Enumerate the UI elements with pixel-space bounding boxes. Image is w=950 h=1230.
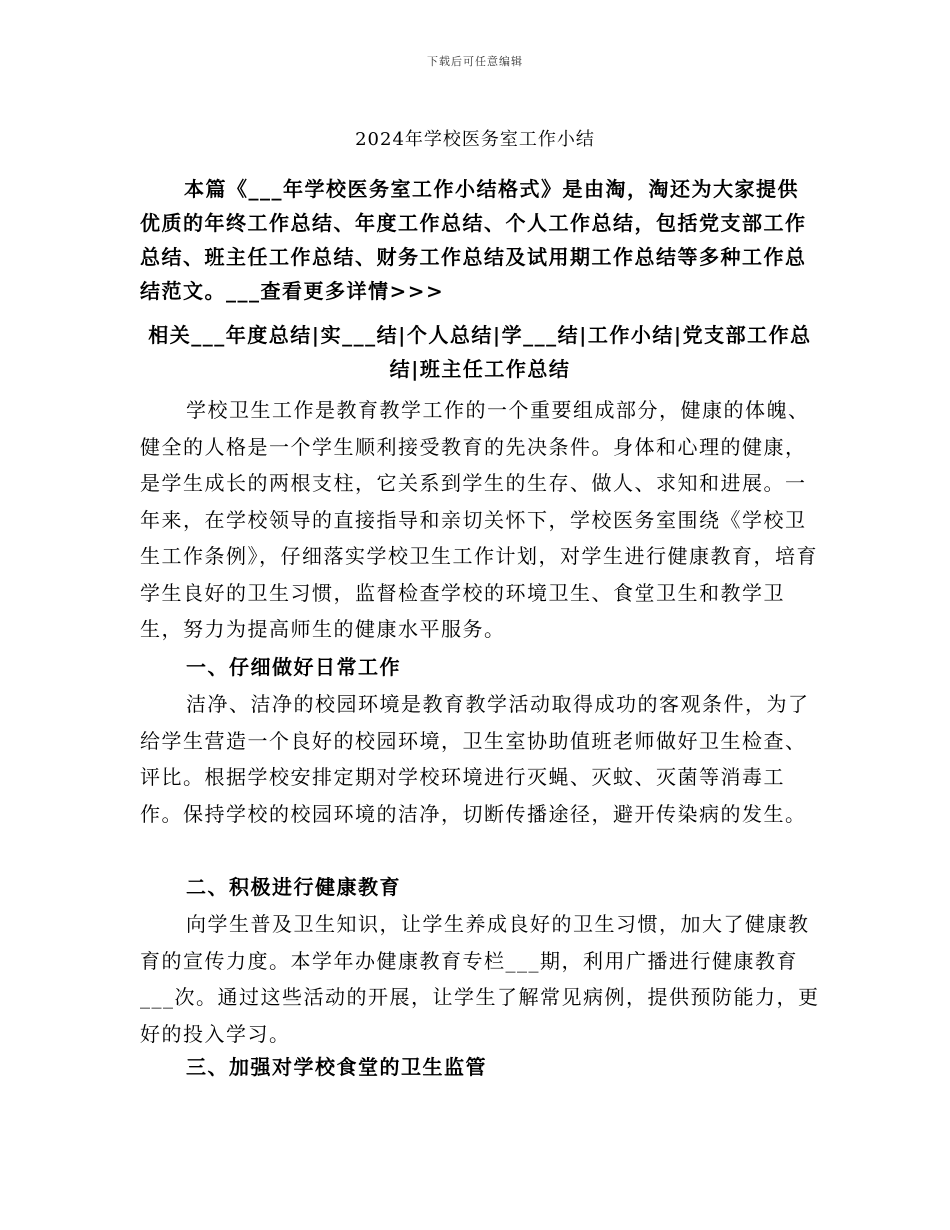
header-note: 下载后可任意编辑 bbox=[427, 55, 523, 68]
intro-paragraph: 本篇《___年学校医务室工作小结格式》是由淘，淘还为大家提供优质的年终工作总结、年度工作总结、个人工作总结，包括党支部工作总结、班主任工作总结、财务工作总结及试用期工作总结等多种工作总结范文。___查看更多详情>>> bbox=[140, 177, 807, 303]
related-links: 相关___年度总结|实___结|个人总结|学___结|工作小结|党支部工作总结|班主任工作总结 bbox=[148, 323, 812, 381]
paragraph-1: 学校卫生工作是教育教学工作的一个重要组成部分，健康的体魄、健全的人格是一个学生顺利接受教育的先决条件。身体和心理的健康，是学生成长的两根支柱，它关系到学生的生存、做人、求知和进展。一年来，在学校领导的直接指导和亲切关怀下，学校医务室围绕《学校卫生工作条例》，仔细落实学校卫生工作计划，对学生进行健康教育，培育学生良好的卫生习惯，监督检查学校的环境卫生、食堂卫生和教学卫生，努力为提高师生的健康水平服务。 bbox=[140, 398, 818, 641]
section-heading-2: 二、积极进行健康教育 bbox=[186, 875, 401, 899]
section-heading-1: 一、仔细做好日常工作 bbox=[186, 655, 401, 679]
paragraph-2: 洁净、洁净的校园环境是教育教学活动取得成功的客观条件，为了给学生营造一个良好的校园环境，卫生室协助值班老师做好卫生检查、评比。根据学校安排定期对学校环境进行灭蝇、灭蚊、灭菌等消毒工作。保持学校的校园环境的洁净，切断传播途径，避开传染病的发生。 bbox=[140, 692, 810, 826]
section-heading-3: 三、加强对学校食堂的卫生监管 bbox=[186, 1055, 487, 1079]
document-title: 2024年学校医务室工作小结 bbox=[355, 129, 595, 150]
paragraph-3: 向学生普及卫生知识，让学生养成良好的卫生习惯，加大了健康教育的宣传力度。本学年办健康教育专栏___期，利用广播进行健康教育___次。通过这些活动的开展，让学生了解常见病例，提供预防能力，更好的投入学习。 bbox=[140, 912, 820, 1046]
